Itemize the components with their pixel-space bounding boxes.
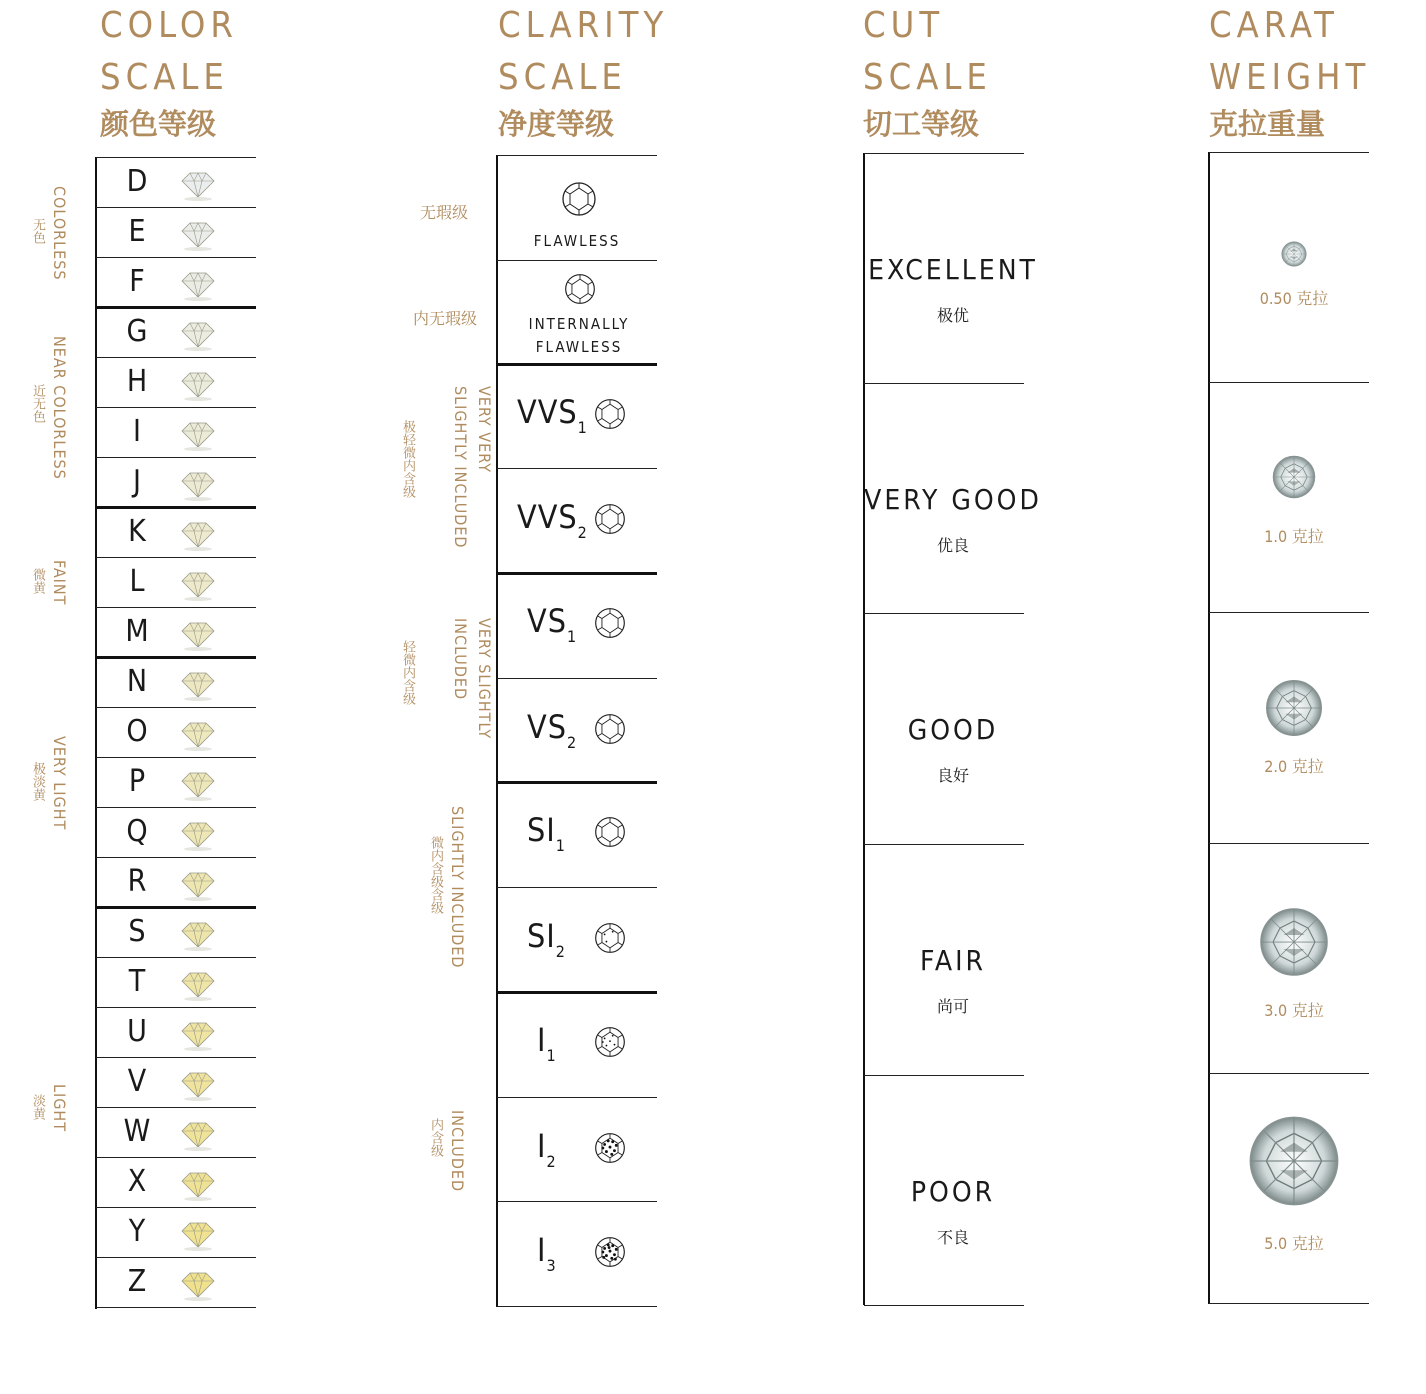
clarity-grade-code-main: VS xyxy=(527,602,567,640)
diamond-top-view-icon xyxy=(1281,241,1307,267)
clarity-group-divider xyxy=(497,781,657,784)
clarity-group-vvs-en-line2: SLIGHTLY INCLUDED xyxy=(451,386,470,549)
carat-row-divider xyxy=(1209,382,1369,383)
carat-title-line1: CARAT xyxy=(1209,5,1339,46)
clarity-row-divider xyxy=(497,468,657,469)
diamond-inclusion-icon xyxy=(593,502,627,536)
carat-weight-label: 2.0 克拉 xyxy=(1264,757,1324,776)
color-grade-letter: L xyxy=(129,564,145,599)
color-grade-letter: G xyxy=(126,314,148,349)
clarity-grade-code-sub: 1 xyxy=(546,1046,557,1065)
color-group-near-colorless-en: NEAR COLORLESS xyxy=(50,336,69,480)
cut-row-divider xyxy=(864,613,1024,614)
diamond-outline-icon xyxy=(560,180,598,218)
clarity-grade-code-main: I xyxy=(537,1021,547,1059)
color-title-cn: 颜色等级 xyxy=(100,107,217,141)
color-grade-letter: O xyxy=(126,714,148,749)
carat-row-divider xyxy=(1209,612,1369,613)
carat-weight-label: 3.0 克拉 xyxy=(1264,1001,1324,1020)
diamond-top-view-icon xyxy=(1272,455,1316,499)
color-grade-letter: W xyxy=(123,1114,151,1149)
clarity-title-cn: 净度等级 xyxy=(498,107,615,141)
cut-row-divider xyxy=(864,383,1024,384)
clarity-grade-code-sub: 2 xyxy=(546,1152,557,1171)
color-group-light-en: LIGHT xyxy=(50,1084,69,1133)
color-grade-letter: U xyxy=(127,1014,147,1049)
diamond-inclusion-icon xyxy=(593,397,627,431)
color-grade-letter: M xyxy=(125,614,149,649)
clarity-row-divider xyxy=(497,1306,657,1307)
color-grade-letter: S xyxy=(128,914,146,949)
clarity-grade-code-sub: 2 xyxy=(577,523,588,542)
clarity-grade-code-sub: 1 xyxy=(555,836,566,855)
clarity-grade-code-main: SI xyxy=(527,917,556,955)
cut-grade-cn-label: 良好 xyxy=(936,766,969,785)
diamond-inclusion-icon xyxy=(593,815,627,849)
carat-title-line2: WEIGHT xyxy=(1209,57,1371,98)
color-grade-letter: F xyxy=(129,264,145,299)
internally-flawless-cn-label: 内无瑕级 xyxy=(413,309,478,328)
clarity-row-divider xyxy=(497,678,657,679)
color-grade-letter: V xyxy=(127,1064,147,1099)
clarity-grade-code xyxy=(527,602,577,646)
color-grade-letter: T xyxy=(128,964,146,999)
clarity-group-vs-en xyxy=(448,618,496,739)
carat-row-divider xyxy=(1209,843,1369,844)
cut-grade-cn-label: 尚可 xyxy=(936,997,969,1016)
carat-row-divider xyxy=(1209,152,1369,153)
clarity-group-divider xyxy=(497,991,657,994)
clarity-group-vvs-cn: 极轻微内含级 xyxy=(400,420,415,498)
clarity-row-divider xyxy=(497,1097,657,1098)
diamond-inclusion-icon xyxy=(593,606,627,640)
clarity-grade-code xyxy=(517,498,588,542)
cut-grade-cn-label: 不良 xyxy=(936,1228,969,1247)
cut-grade-cn-label: 优良 xyxy=(936,536,969,555)
diamond-inclusion-icon xyxy=(593,1131,627,1165)
clarity-grade-code-main: SI xyxy=(527,811,556,849)
clarity-row-divider xyxy=(497,260,657,261)
cut-grade-cn-label: 极优 xyxy=(936,306,969,325)
clarity-grade-code xyxy=(527,811,566,855)
clarity-group-included-en: INCLUDED xyxy=(448,1110,467,1193)
color-grade-letter: H xyxy=(126,364,148,399)
carat-weight-label: 1.0 克拉 xyxy=(1264,527,1324,546)
color-grade-letter: X xyxy=(127,1164,147,1199)
clarity-group-vs-cn: 轻微内含级 xyxy=(400,640,415,705)
clarity-title-line2: SCALE xyxy=(498,57,627,98)
carat-row-divider xyxy=(1209,1073,1369,1074)
cut-row-divider xyxy=(864,844,1024,845)
color-group-colorless-cn: 无色 xyxy=(30,218,45,244)
clarity-grade-code-main: I xyxy=(537,1231,547,1269)
clarity-grade-code xyxy=(537,1021,557,1065)
diamond-outline-icon xyxy=(563,272,597,306)
flawless-label: FLAWLESS xyxy=(533,232,621,250)
cut-scale-table xyxy=(863,0,1043,1394)
color-group-light-cn: 淡黄 xyxy=(30,1094,45,1120)
cut-grade-label: POOR xyxy=(910,1175,996,1208)
color-grade-letter: K xyxy=(128,514,146,549)
clarity-grade-code-main: I xyxy=(537,1127,547,1165)
color-grade-letter: E xyxy=(128,214,146,249)
cut-grade-label: GOOD xyxy=(907,713,999,746)
clarity-group-si-en: SLIGHTLY INCLUDED xyxy=(448,806,467,969)
carat-table-left-border xyxy=(1208,152,1210,1304)
color-grade-letter: P xyxy=(128,764,146,799)
carat-weight-table xyxy=(1208,0,1388,1394)
clarity-grade-code-sub: 2 xyxy=(566,733,578,752)
cut-title-line1: CUT xyxy=(863,5,945,46)
color-group-colorless-en: COLORLESS xyxy=(50,186,69,281)
carat-row-divider xyxy=(1209,1303,1369,1304)
clarity-grade-code xyxy=(527,708,577,752)
clarity-group-vs-en-line2: INCLUDED xyxy=(451,618,470,701)
color-group-faint-en: FAINT xyxy=(50,560,69,606)
cut-row-divider xyxy=(864,1075,1024,1076)
diamond-top-view-icon xyxy=(1265,679,1323,737)
diamond-top-view-icon xyxy=(1248,1115,1340,1207)
clarity-grade-code-sub: 1 xyxy=(577,418,588,437)
clarity-grade-code xyxy=(537,1127,557,1171)
clarity-group-vs-en-line1: VERY SLIGHTLY xyxy=(475,618,494,740)
carat-title-cn: 克拉重量 xyxy=(1209,107,1326,141)
clarity-row-divider xyxy=(497,1201,657,1202)
color-grade-letter: N xyxy=(126,664,148,699)
clarity-grade-code-sub: 3 xyxy=(546,1256,557,1275)
clarity-group-vvs-en xyxy=(448,386,496,549)
clarity-row-divider xyxy=(497,887,657,888)
clarity-grade-code xyxy=(537,1231,557,1275)
cut-row-divider xyxy=(864,153,1024,154)
cut-row-divider xyxy=(864,1305,1024,1306)
cut-grade-label: EXCELLENT xyxy=(868,253,1038,286)
clarity-group-divider xyxy=(497,572,657,575)
color-group-very-light-en: VERY LIGHT xyxy=(50,736,69,831)
clarity-row-divider xyxy=(497,155,657,156)
color-grade-letter: Q xyxy=(126,814,148,849)
cut-grade-label: VERY GOOD xyxy=(864,483,1042,516)
clarity-grade-code xyxy=(527,917,566,961)
flawless-cn-label: 无瑕级 xyxy=(420,203,469,222)
color-title-line2: SCALE xyxy=(100,57,229,98)
internally-flawless-label-line1: INTERNALLY xyxy=(528,315,630,333)
color-grade-letter: R xyxy=(127,864,147,899)
clarity-group-si-cn: 微内含级含级 xyxy=(428,836,443,914)
internally-flawless-label xyxy=(497,313,661,359)
internally-flawless-label-line2: FLAWLESS xyxy=(535,338,623,356)
color-group-faint-cn: 微黄 xyxy=(30,568,45,594)
cut-title-cn: 切工等级 xyxy=(863,107,980,141)
clarity-grade-code-main: VVS xyxy=(517,393,578,431)
cut-title-line2: SCALE xyxy=(863,57,992,98)
clarity-grade-code-sub: 2 xyxy=(555,942,566,961)
clarity-grade-code xyxy=(517,393,588,437)
color-grade-letter: D xyxy=(126,164,148,199)
color-group-very-light-cn: 极淡黄 xyxy=(30,762,45,801)
color-group-near-colorless-cn: 近无色 xyxy=(30,384,45,423)
clarity-group-divider xyxy=(497,363,657,366)
clarity-group-vvs-en-line1: VERY VERY xyxy=(475,386,494,473)
diamond-inclusion-icon xyxy=(593,921,627,955)
clarity-title-line1: CLARITY xyxy=(498,5,669,46)
carat-weight-label: 0.50 克拉 xyxy=(1259,289,1329,308)
diamond-inclusion-icon xyxy=(593,1235,627,1269)
color-grade-letter: Y xyxy=(128,1214,146,1249)
clarity-grade-code-sub: 1 xyxy=(566,627,578,646)
color-grade-letter: I xyxy=(133,414,141,449)
diamond-inclusion-icon xyxy=(593,1025,627,1059)
carat-weight-label: 5.0 克拉 xyxy=(1264,1234,1324,1253)
diamond-inclusion-icon xyxy=(593,712,627,746)
color-grade-letter: Z xyxy=(127,1264,147,1299)
color-grade-letter: J xyxy=(133,464,141,499)
clarity-grade-code-main: VS xyxy=(527,708,567,746)
clarity-group-included-cn: 内含级 xyxy=(428,1118,443,1157)
color-title-line1: COLOR xyxy=(100,5,238,46)
diamond-top-view-icon xyxy=(1259,907,1329,977)
cut-grade-label: FAIR xyxy=(919,944,987,977)
clarity-grade-code-main: VVS xyxy=(517,498,578,536)
